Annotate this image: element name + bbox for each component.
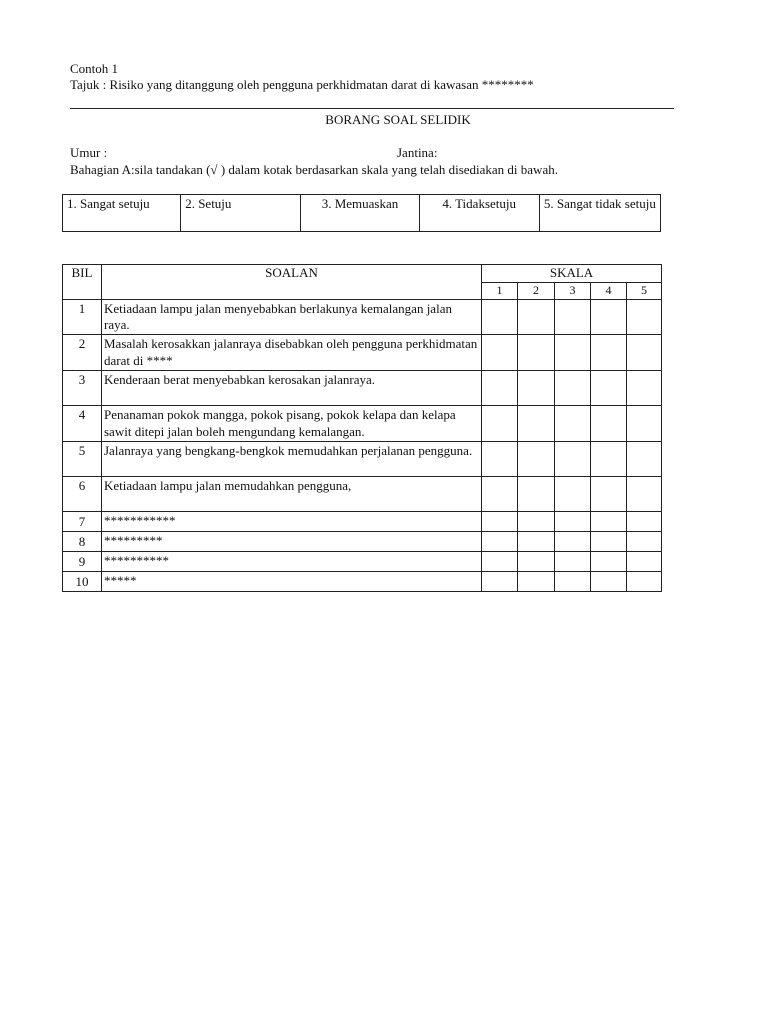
age-label: Umur : <box>70 145 108 160</box>
answer-cell-4[interactable] <box>591 441 627 476</box>
question-text: ***** <box>102 571 482 591</box>
answer-cell-4[interactable] <box>591 335 627 371</box>
answer-cell-3[interactable] <box>555 511 591 531</box>
row-number: 9 <box>63 551 102 571</box>
answer-cell-5[interactable] <box>627 476 662 511</box>
answer-cell-3[interactable] <box>555 371 591 406</box>
answer-cell-5[interactable] <box>627 335 662 371</box>
row-number: 6 <box>63 476 102 511</box>
answer-cell-1[interactable] <box>482 406 518 442</box>
row-number: 3 <box>63 371 102 406</box>
answer-cell-1[interactable] <box>482 335 518 371</box>
answer-cell-3[interactable] <box>555 335 591 371</box>
question-text: Ketiadaan lampu jalan menyebabkan berlakunya kemalangan jalan raya. <box>102 299 482 335</box>
row-number: 2 <box>63 335 102 371</box>
answer-cell-5[interactable] <box>627 571 662 591</box>
table-row <box>63 335 662 371</box>
answer-cell-5[interactable] <box>627 299 662 335</box>
form-title: BORANG SOAL SELIDIK <box>325 112 471 127</box>
table-row <box>63 551 662 571</box>
answer-cell-3[interactable] <box>555 441 591 476</box>
skala-number-1: 1 <box>482 283 518 300</box>
answer-cell-1[interactable] <box>482 511 518 531</box>
answer-cell-4[interactable] <box>591 551 627 571</box>
table-row <box>63 441 662 476</box>
answer-cell-4[interactable] <box>591 299 627 335</box>
document-topic: Tajuk : Risiko yang ditanggung oleh pengguna perkhidmatan darat di kawasan ******** <box>70 77 534 92</box>
skala-number-2: 2 <box>518 283 555 300</box>
skala-number-4: 4 <box>591 283 627 300</box>
answer-cell-2[interactable] <box>518 406 555 442</box>
question-text: ********** <box>102 551 482 571</box>
questionnaire-table <box>62 264 662 592</box>
scale-legend-table <box>62 194 661 232</box>
answer-cell-5[interactable] <box>627 551 662 571</box>
answer-cell-3[interactable] <box>555 571 591 591</box>
answer-cell-1[interactable] <box>482 441 518 476</box>
answer-cell-5[interactable] <box>627 371 662 406</box>
answer-cell-2[interactable] <box>518 571 555 591</box>
row-number: 4 <box>63 406 102 442</box>
answer-cell-3[interactable] <box>555 551 591 571</box>
table-row <box>63 406 662 442</box>
table-row <box>63 299 662 335</box>
answer-cell-4[interactable] <box>591 406 627 442</box>
question-text: Ketiadaan lampu jalan memudahkan pengguna, <box>102 476 482 511</box>
scale-option-5: 5. Sangat tidak setuju <box>539 195 660 232</box>
soalan-header: SOALAN <box>102 265 482 300</box>
row-number: 10 <box>63 571 102 591</box>
table-row <box>63 531 662 551</box>
answer-cell-3[interactable] <box>555 406 591 442</box>
answer-cell-3[interactable] <box>555 476 591 511</box>
answer-cell-5[interactable] <box>627 406 662 442</box>
question-text: Masalah kerosakkan jalanraya disebabkan oleh pengguna perkhidmatan darat di **** <box>102 335 482 371</box>
answer-cell-1[interactable] <box>482 476 518 511</box>
answer-cell-2[interactable] <box>518 335 555 371</box>
bil-header: BIL <box>63 265 102 300</box>
answer-cell-2[interactable] <box>518 441 555 476</box>
scale-option-1: 1. Sangat setuju <box>63 195 181 232</box>
row-number: 7 <box>63 511 102 531</box>
answer-cell-3[interactable] <box>555 299 591 335</box>
answer-cell-4[interactable] <box>591 531 627 551</box>
question-text: ********* <box>102 531 482 551</box>
answer-cell-2[interactable] <box>518 531 555 551</box>
scale-option-3: 3. Memuaskan <box>301 195 419 232</box>
skala-header: SKALA <box>482 265 662 283</box>
answer-cell-1[interactable] <box>482 531 518 551</box>
answer-cell-1[interactable] <box>482 371 518 406</box>
answer-cell-1[interactable] <box>482 299 518 335</box>
answer-cell-5[interactable] <box>627 531 662 551</box>
row-number: 5 <box>63 441 102 476</box>
answer-cell-1[interactable] <box>482 551 518 571</box>
row-number: 1 <box>63 299 102 335</box>
answer-cell-4[interactable] <box>591 511 627 531</box>
answer-cell-4[interactable] <box>591 371 627 406</box>
gender-label: Jantina: <box>397 145 438 160</box>
answer-cell-2[interactable] <box>518 511 555 531</box>
answer-cell-3[interactable] <box>555 531 591 551</box>
instruction-text: Bahagian A:sila tandakan (√ ) dalam kotak berdasarkan skala yang telah disediakan di bawah. <box>70 162 558 177</box>
answer-cell-2[interactable] <box>518 299 555 335</box>
answer-cell-2[interactable] <box>518 551 555 571</box>
skala-number-3: 3 <box>555 283 591 300</box>
header-divider <box>70 108 674 109</box>
question-text: *********** <box>102 511 482 531</box>
example-label: Contoh 1 <box>70 61 119 76</box>
scale-option-4: 4. Tidaksetuju <box>419 195 539 232</box>
answer-cell-2[interactable] <box>518 371 555 406</box>
table-row <box>63 511 662 531</box>
question-text: Jalanraya yang bengkang-bengkok memudahkan perjalanan pengguna. <box>102 441 482 476</box>
answer-cell-2[interactable] <box>518 476 555 511</box>
row-number: 8 <box>63 531 102 551</box>
scale-option-2: 2. Setuju <box>181 195 301 232</box>
table-row <box>63 476 662 511</box>
answer-cell-4[interactable] <box>591 476 627 511</box>
skala-number-5: 5 <box>627 283 662 300</box>
table-row <box>63 371 662 406</box>
question-text: Penanaman pokok mangga, pokok pisang, pokok kelapa dan kelapa sawit ditepi jalan boleh mengundang kemalangan. <box>102 406 482 442</box>
table-row <box>63 571 662 591</box>
answer-cell-5[interactable] <box>627 441 662 476</box>
answer-cell-4[interactable] <box>591 571 627 591</box>
question-text: Kenderaan berat menyebabkan kerosakan jalanraya. <box>102 371 482 406</box>
answer-cell-5[interactable] <box>627 511 662 531</box>
answer-cell-1[interactable] <box>482 571 518 591</box>
